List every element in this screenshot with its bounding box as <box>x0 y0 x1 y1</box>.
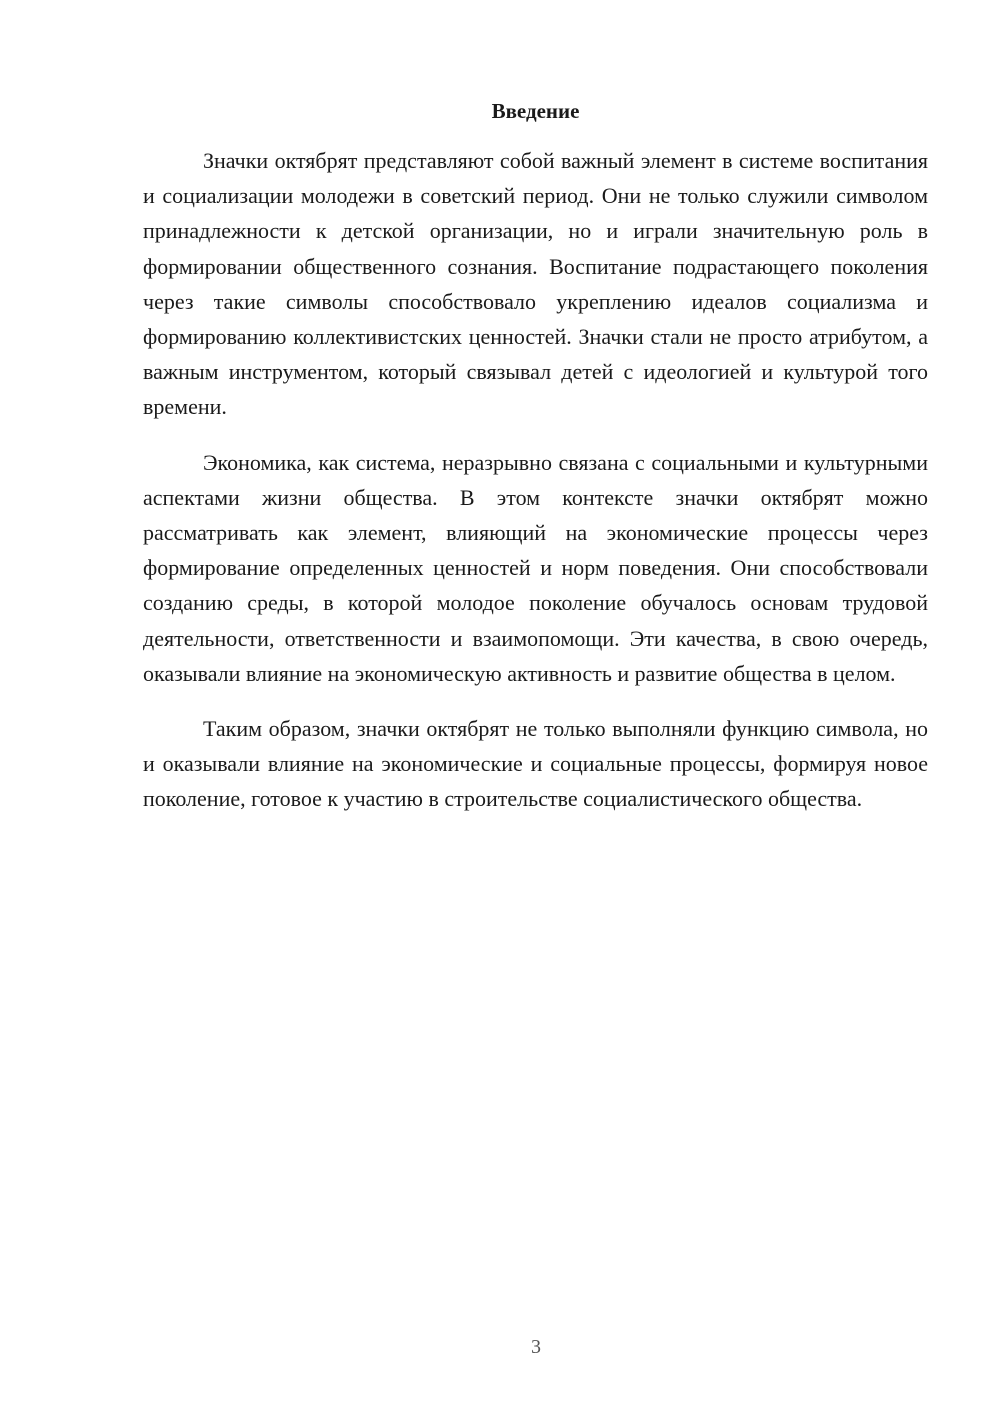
paragraph-2: Экономика, как система, неразрывно связана с социальными и культурными аспектами жизни общества. В этом контексте значки октябрят можно рассматривать как элемент, влияющий на экономические процессы через формирование определенных ценностей и норм поведения. Они способствовали созданию среды, в которой молодое поколение обучалось основам трудовой деятельности, ответственности и взаимопомощи. Эти качества, в свою очередь, оказывали влияние на экономическую активность и развитие общества в целом. <box>143 449 928 686</box>
paragraph-3: Таким образом, значки октябрят не только выполняли функцию символа, но и оказывали влияние на экономические и социальные процессы, формируя новое поколение, готовое к участию в строительстве социалистического общества. <box>143 716 928 812</box>
paragraph-1: Значки октябрят представляют собой важный элемент в системе воспитания и социализации молодежи в советский период. Они не только служили символом принадлежности к детской организации, но и играли значительную роль в формировании общественного сознания. Воспитание подрастающего поколения через такие символы способствовало укреплению идеалов социализма и формированию коллективистских ценностей. Значки стали не просто атрибутом, а важным инструментом, который связывал детей с идеологией и культурой того времени. <box>143 148 928 420</box>
body-text <box>143 143 928 837</box>
page-number: 3 <box>531 1336 541 1358</box>
section-heading: Введение <box>491 99 580 123</box>
